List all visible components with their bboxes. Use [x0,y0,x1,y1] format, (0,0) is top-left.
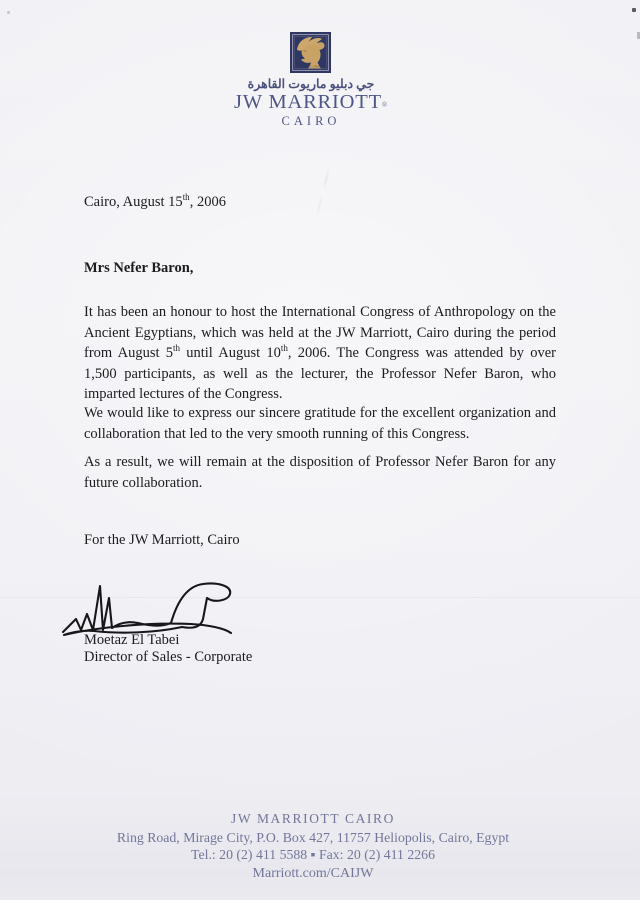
scan-speck [632,8,636,12]
paragraph-3: As a result, we will remain at the disposition of Professor Nefer Baron for any future collaboration. [84,454,556,491]
signer-name: Moetaz El Tabei [84,632,180,648]
signature-scribble [56,578,246,638]
scan-speck [7,11,10,14]
brand-wordmark [0,91,622,114]
paragraph-1: It has been an honour to host the International Congress of Anthropology on the Ancient Egyptians, which was held at the JW Marriott, Cairo during the period from August 5th until August 10th, 2006. The Congress was attended by over 1,500 participants, as well as the lecturer, the Professor Nefer Baron, who imparted lectures of the Congress. [84,304,556,402]
footer-address: Ring Road, Mirage City, P.O. Box 427, 11757 Heliopolis, Cairo, Egypt [116,830,510,845]
salutation: Mrs Nefer Baron, [84,260,194,276]
footer-phone-fax: Tel.: 20 (2) 411 5588 ▪ Fax: 20 (2) 411 2266 [191,847,435,862]
hotel-name-arabic: جي دبليو ماريوت القاهرة [247,77,375,91]
closing-line: For the JW Marriott, Cairo [84,532,240,548]
registered-mark: ® [381,101,389,109]
brand-city: CAIRO [281,114,341,128]
griffin-logo-icon [290,32,331,73]
footer-website: Marriott.com/CAIJW [252,866,374,881]
date-line: Cairo, August 15th, 2006 [84,192,226,210]
signer-title: Director of Sales - Corporate [84,649,253,665]
footer-hotel-name: JW MARRIOTT CAIRO [231,811,395,826]
paragraph-2: We would like to express our sincere gratitude for the excellent organization and collaboration that led to the very smooth running of this Congress. [84,405,556,442]
brand-text: JW MARRIOTT [233,91,382,113]
